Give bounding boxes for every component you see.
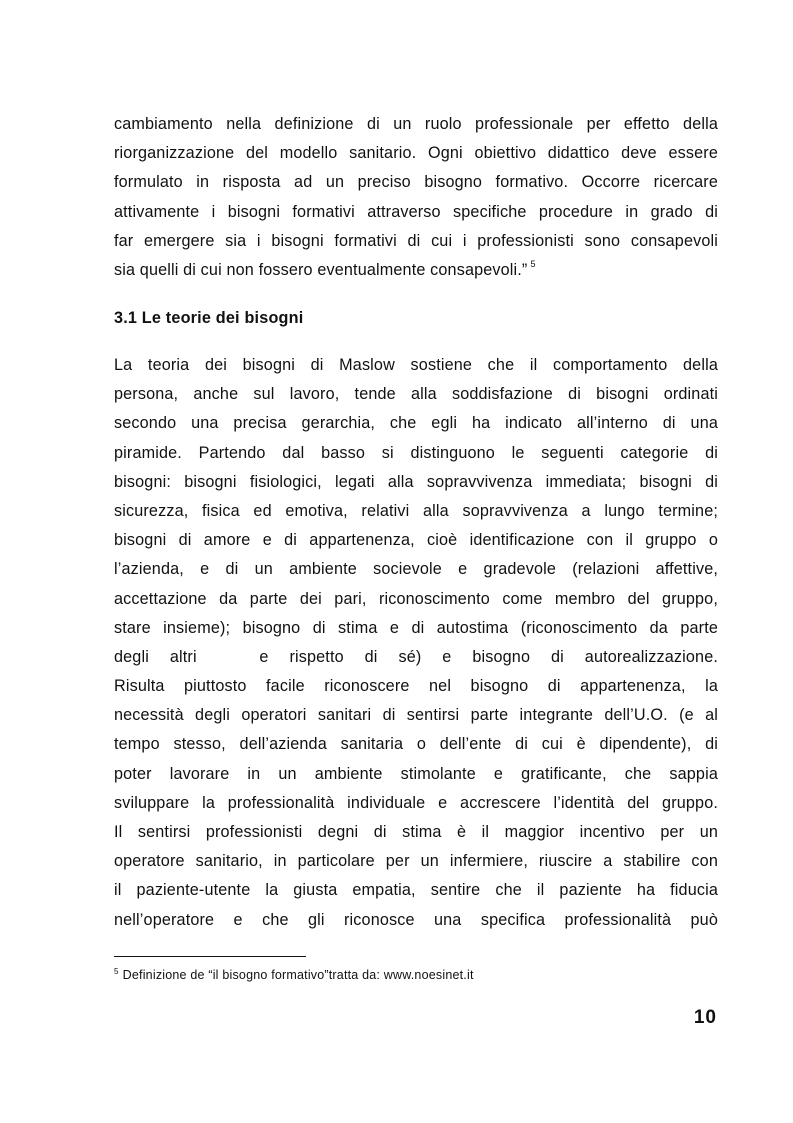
paragraph-line: il paziente-utente la giusta empatia, sentire che il paziente ha fiducia [114, 881, 718, 900]
paragraph-line: Risulta piuttosto facile riconoscere nel bisogno di appartenenza, la [114, 677, 718, 696]
paragraph-line: stare insieme); bisogno di stima e di autostima (riconoscimento da parte [114, 618, 718, 637]
paragraph-line: Il sentirsi professionisti degni di stima è il maggior incentivo per un [114, 823, 718, 841]
paragraph-line: sicurezza, fisica ed emotiva, relativi alla sopravvivenza a lungo termine; [114, 501, 718, 520]
paragraph-line: bisogni: bisogni fisiologici, legati alla sopravvivenza immediata; bisogni di [114, 472, 718, 491]
paragraph-line: poter lavorare in un ambiente stimolante e gratificante, che sappia [114, 764, 718, 783]
paragraph-line: nell’operatore e che gli riconosce una specifica professionalità può [114, 910, 718, 929]
paragraph-line: persona, anche sul lavoro, tende alla soddisfazione di bisogni ordinati [114, 385, 718, 404]
footnote-separator [114, 956, 306, 957]
section-heading: 3.1 Le teorie dei bisogni [114, 309, 304, 327]
footnote-text: Definizione de “il bisogno formativo”tratta da: www.noesinet.it [122, 968, 474, 982]
paragraph-line: far emergere sia i bisogni formativi di cui i professionisti sono consapevoli [114, 231, 718, 250]
paragraph-line: necessità degli operatori sanitari di sentirsi parte integrante dell’U.O. (e al [114, 706, 718, 725]
paragraph-line: formulato in risposta ad un preciso bisogno formativo. Occorre ricercare [114, 173, 718, 192]
paragraph-line: riorganizzazione del modello sanitario. Ogni obiettivo didattico deve essere [114, 144, 718, 163]
paragraph-line: degli altri e rispetto di sé) e bisogno di autorealizzazione. [114, 647, 718, 666]
paragraph-line: cambiamento nella definizione di un ruolo professionale per effetto della [114, 115, 718, 133]
paragraph-line: La teoria dei bisogni di Maslow sostiene che il comportamento della [114, 356, 718, 374]
paragraph-line: l’azienda, e di un ambiente socievole e gradevole (relazioni affettive, [114, 560, 718, 579]
page-number: 10 [693, 1007, 717, 1028]
paragraph-line: tempo stesso, dell’azienda sanitaria o dell’ente di cui è dipendente), di [114, 735, 718, 754]
body-paragraph [114, 351, 718, 935]
paragraph-line: piramide. Partendo dal basso si distinguono le seguenti categorie di [114, 443, 718, 462]
paragraph-line: accettazione da parte dei pari, riconoscimento come membro del gruppo, [114, 589, 718, 608]
footnote-number: 5 [114, 967, 119, 976]
intro-paragraph [114, 110, 718, 285]
paragraph-line: attivamente i bisogni formativi attraverso specifiche procedure in grado di [114, 202, 718, 221]
footnote [114, 966, 474, 984]
paragraph-line-text: sia quelli di cui non fossero eventualmente consapevoli.” [114, 260, 528, 279]
paragraph-line: operatore sanitario, in particolare per un infermiere, riuscire a stabilire con [114, 852, 718, 871]
footnote-reference[interactable]: 5 [530, 258, 536, 269]
paragraph-line: secondo una precisa gerarchia, che egli ha indicato all’interno di una [114, 414, 718, 433]
paragraph-line: sviluppare la professionalità individuale e accrescere l’identità del gruppo. [114, 793, 718, 812]
paragraph-line: bisogni di amore e di appartenenza, cioè identificazione con il gruppo o [114, 531, 718, 550]
paragraph-line-last [114, 256, 718, 285]
